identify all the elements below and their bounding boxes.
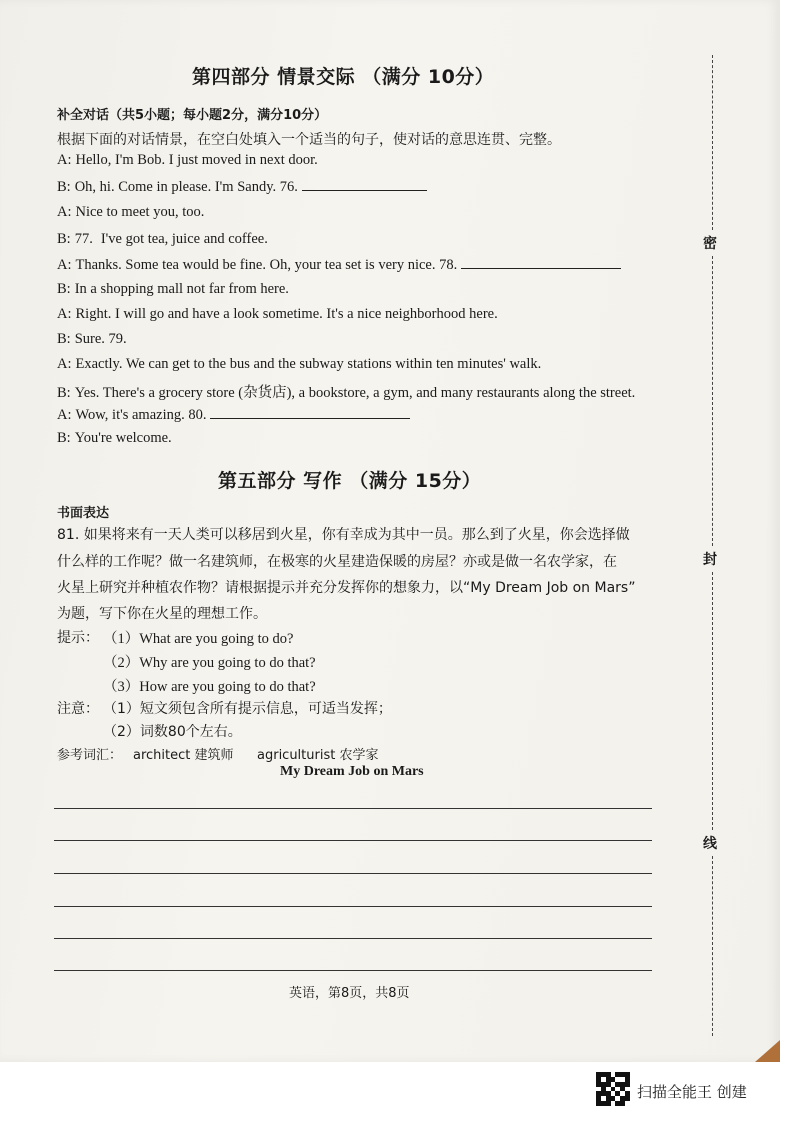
dialogue-line — [57, 381, 635, 402]
dialogue-line — [57, 331, 127, 348]
seal-dashed-line — [712, 55, 713, 230]
dialogue-line — [57, 356, 541, 373]
answer-blank[interactable] — [302, 178, 427, 191]
dialogue-text: Thanks. Some tea would be fine. Oh, your tea set is very nice. 78. — [75, 257, 458, 273]
dialogue-text: Yes. There's a grocery store (杂货店), a bookstore, a gym, and many restaurants along the street. — [74, 385, 636, 401]
speaker-label: A: — [57, 407, 72, 423]
part5-subtitle: 书面表达 — [57, 506, 110, 521]
speaker-label: B: — [57, 281, 71, 297]
note-item: （1）短文须包含所有提示信息，可适当发挥； — [103, 701, 392, 717]
prompt-line: 81. 如果将来有一天人类可以移居到火星，你有幸成为其中一员。那么到了火星，你会选择做 — [57, 527, 630, 543]
dialogue-line — [57, 230, 268, 248]
vocab-label: 参考词汇： — [57, 748, 123, 763]
seal-char-mi: 密 — [703, 236, 717, 252]
page-footer: 英语，第8页，共8页 — [289, 986, 410, 1001]
hint-item: （2）Why are you going to do that? — [103, 655, 316, 671]
dialogue-text: Nice to meet you, too. — [75, 204, 205, 220]
speaker-label: A: — [57, 152, 72, 168]
dialogue-text: 77. — [74, 231, 93, 247]
dialogue-text: Oh, hi. Come in please. I'm Sandy. 76. — [74, 179, 298, 195]
notes-label: 注意： — [57, 701, 99, 717]
speaker-label: B: — [57, 231, 71, 247]
speaker-label: A: — [57, 306, 72, 322]
speaker-label: B: — [57, 179, 71, 195]
part4-title: 第四部分 情景交际 （满分 10分） — [192, 66, 495, 88]
speaker-label: A: — [57, 257, 72, 273]
part4-instruction: 根据下面的对话情景，在空白处填入一个适当的句子，使对话的意思连贯、完整。 — [57, 132, 561, 148]
page-corner — [755, 1040, 780, 1062]
prompt-line: 为题，写下你在火星的理想工作。 — [57, 606, 267, 622]
speaker-label: B: — [57, 430, 71, 446]
dialogue-line — [57, 256, 625, 274]
prompt-line: 火星上研究并种植农作物？请根据提示并充分发挥你的想象力，以“My Dream Job on Mars” — [57, 580, 636, 596]
speaker-label: A: — [57, 204, 72, 220]
hints-label: 提示： — [57, 630, 99, 646]
scanner-watermark: 扫描全能王 创建 — [637, 1083, 747, 1101]
answer-blank[interactable] — [461, 256, 621, 269]
part4-subtitle: 补全对话（共5小题；每小题2分，满分10分） — [57, 108, 328, 123]
hint-item: （3）How are you going to do that? — [103, 679, 316, 695]
dialogue-line — [57, 406, 414, 424]
vocab-item: agriculturist 农学家 — [257, 748, 379, 763]
seal-char-xian: 线 — [703, 836, 717, 852]
speaker-label: B: — [57, 385, 71, 401]
answer-blank[interactable] — [210, 406, 410, 419]
note-item: （2）词数80个左右。 — [103, 724, 242, 740]
dialogue-line — [57, 281, 289, 298]
seal-dashed-line — [712, 856, 713, 1036]
prompt-line: 什么样的工作呢？做一名建筑师，在极寒的火星建造保暖的房屋？亦或是做一名农学家，在 — [57, 554, 617, 570]
writing-line[interactable] — [54, 840, 652, 841]
dialogue-line — [57, 430, 172, 447]
writing-line[interactable] — [54, 906, 652, 907]
dialogue-line — [57, 178, 431, 196]
dialogue-text: Hello, I'm Bob. I just moved in next door. — [75, 152, 318, 168]
seal-dashed-line — [712, 256, 713, 546]
dialogue-line — [57, 152, 318, 169]
vocab-item: architect 建筑师 — [133, 748, 234, 763]
seal-dashed-line — [712, 572, 713, 830]
qr-code-icon — [596, 1072, 630, 1106]
hint-item: （1）What are you going to do? — [103, 631, 294, 647]
dialogue-line — [57, 306, 498, 323]
dialogue-text: Exactly. We can get to the bus and the subway stations within ten minutes' walk. — [75, 356, 542, 372]
essay-title: My Dream Job on Mars — [280, 764, 424, 779]
part5-title: 第五部分 写作 （满分 15分） — [218, 470, 482, 492]
dialogue-text: You're welcome. — [74, 430, 172, 446]
dialogue-text: Wow, it's amazing. 80. — [75, 407, 207, 423]
seal-char-feng: 封 — [703, 552, 717, 568]
writing-line[interactable] — [54, 873, 652, 874]
dialogue-text: Right. I will go and have a look sometime. It's a nice neighborhood here. — [75, 306, 498, 322]
dialogue-text: Sure. 79. — [74, 331, 127, 347]
speaker-label: A: — [57, 356, 72, 372]
speaker-label: B: — [57, 331, 71, 347]
writing-line[interactable] — [54, 808, 652, 809]
dialogue-text: In a shopping mall not far from here. — [74, 281, 289, 297]
writing-line[interactable] — [54, 970, 652, 971]
dialogue-text: I've got tea, juice and coffee. — [100, 231, 268, 247]
dialogue-line — [57, 204, 204, 221]
writing-line[interactable] — [54, 938, 652, 939]
